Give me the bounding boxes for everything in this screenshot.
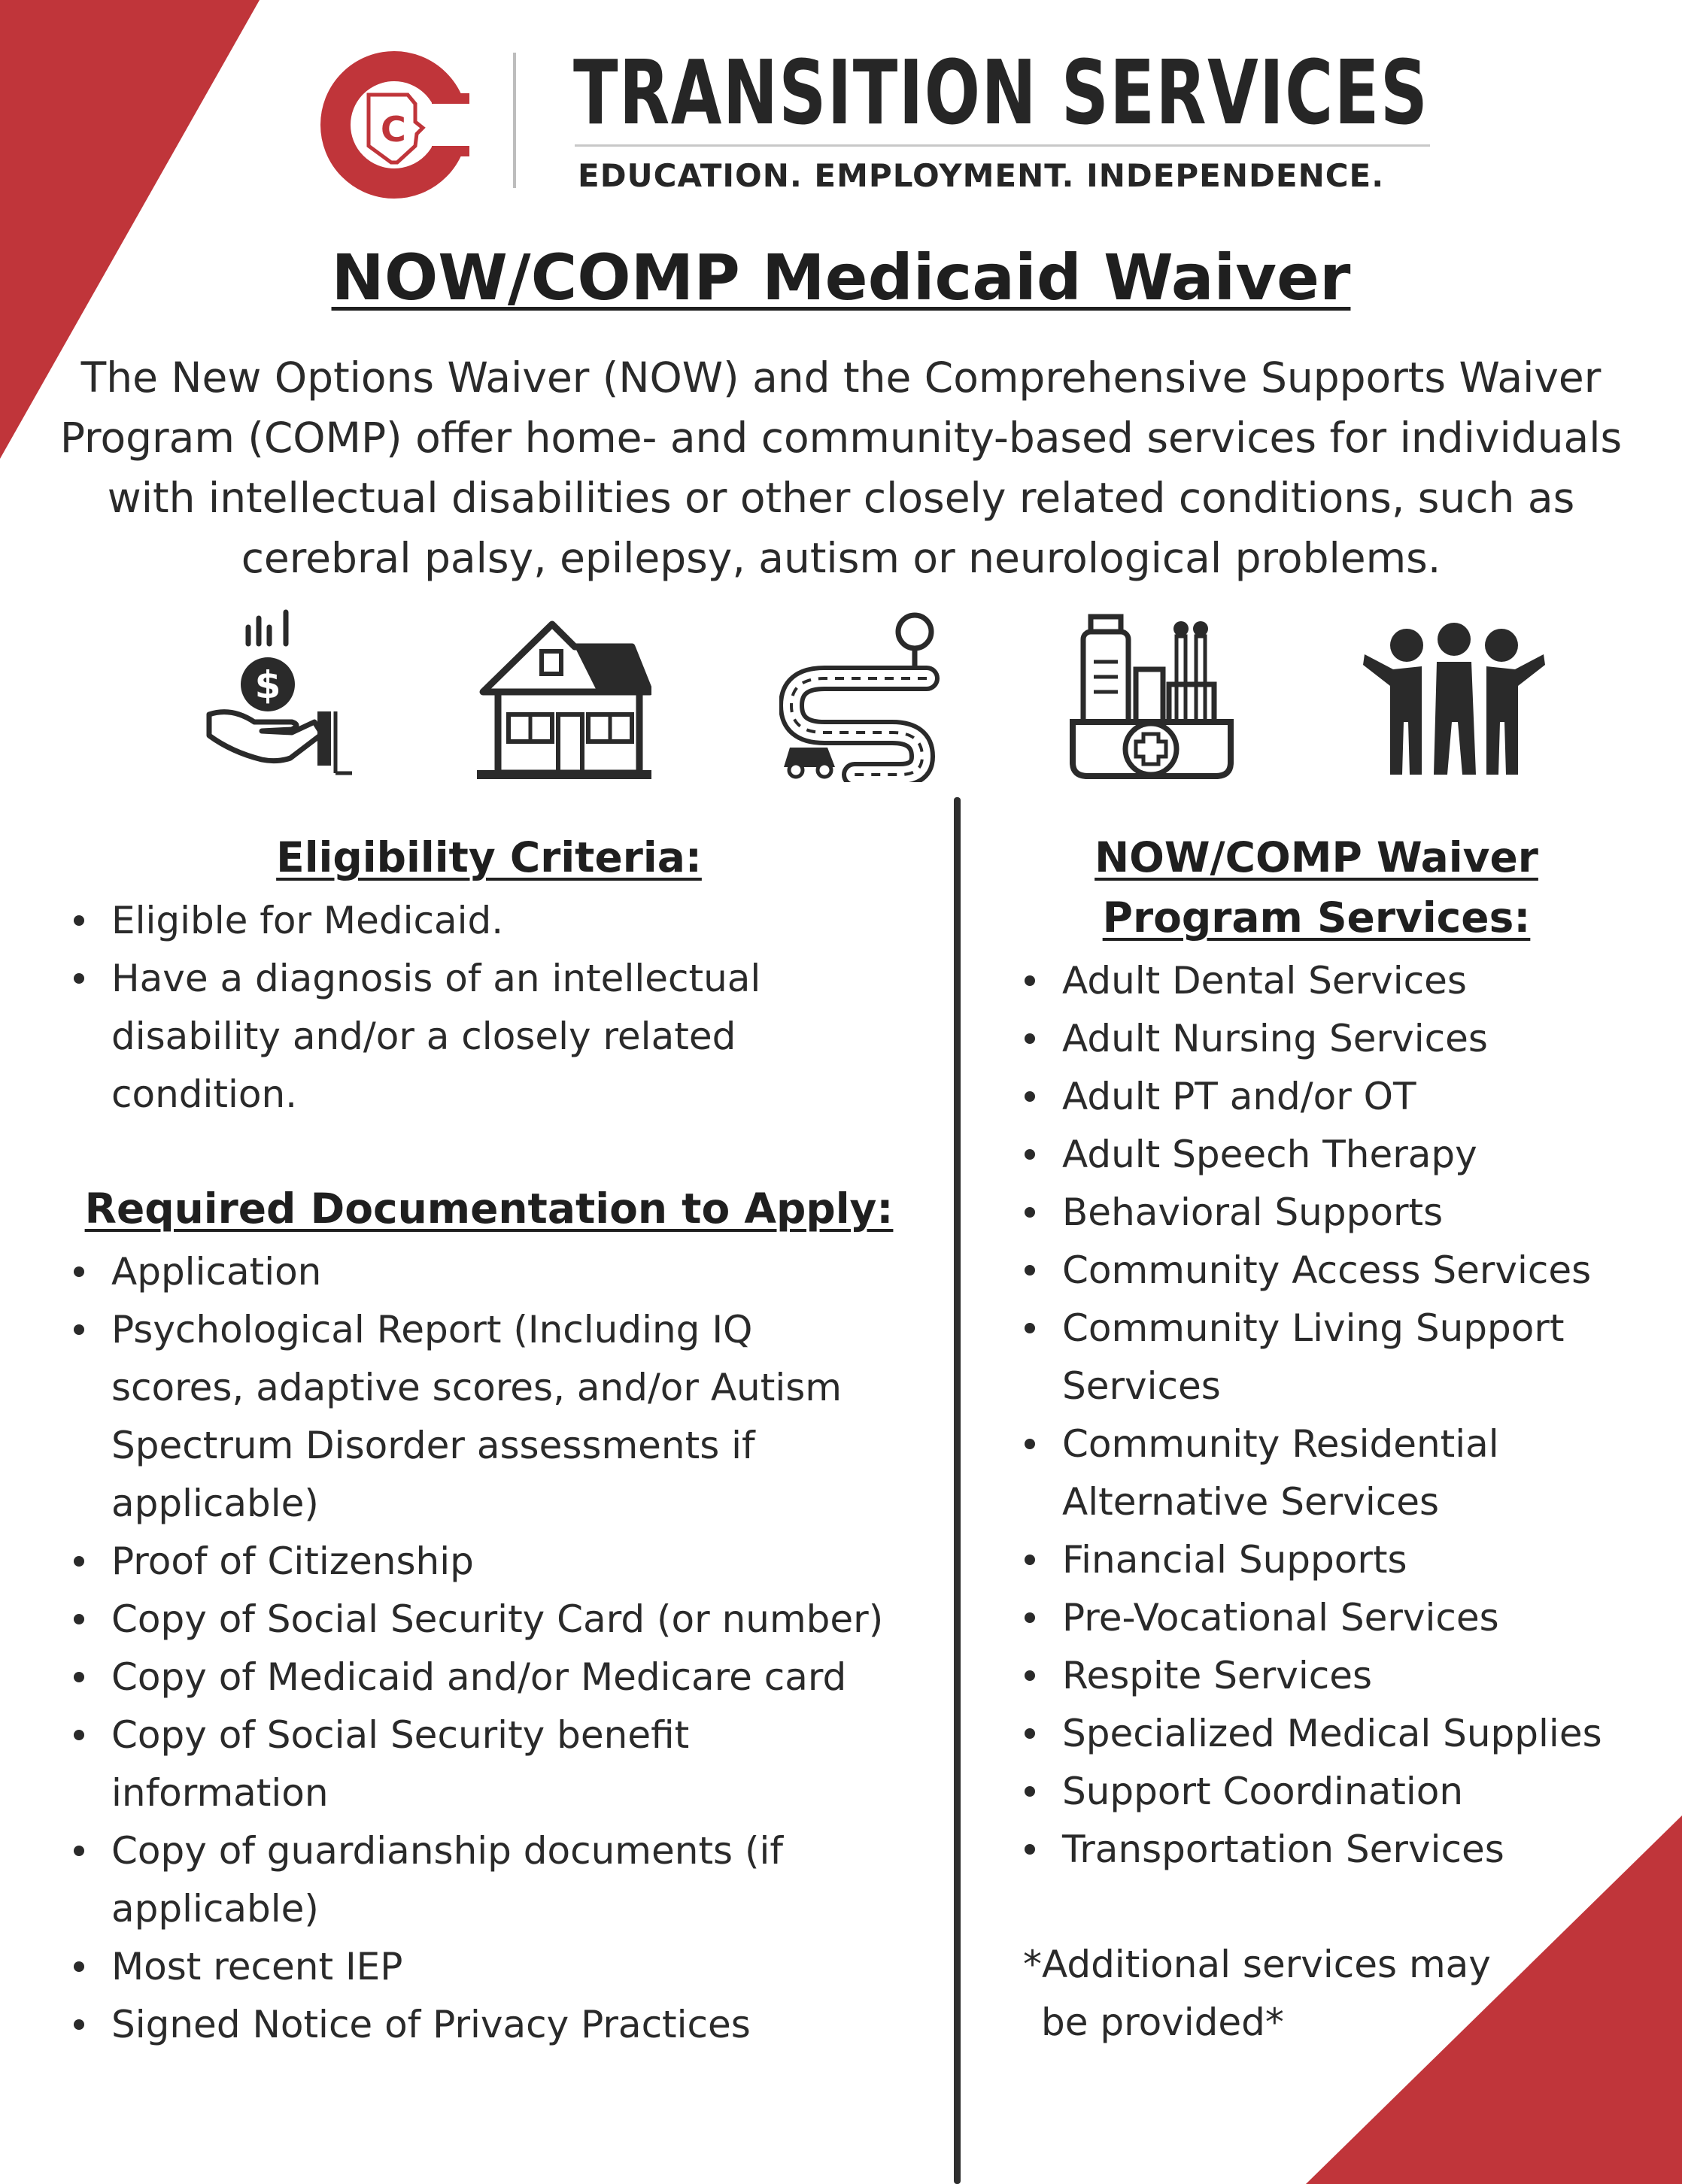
list-item-text: Transportation Services bbox=[1062, 1828, 1504, 1871]
eligibility-list bbox=[68, 892, 940, 1124]
house-icon bbox=[477, 609, 651, 782]
list-item bbox=[68, 892, 940, 950]
list-item-text: Copy of Medicaid and/or Medicare card bbox=[111, 1655, 847, 1699]
list-item bbox=[68, 1649, 948, 1706]
intro-line: The New Options Waiver (NOW) and the Comprehensive Supports Waiver bbox=[80, 353, 1602, 402]
list-item-text: information bbox=[111, 1771, 329, 1815]
list-item-text: Application bbox=[111, 1250, 322, 1294]
list-item-text: Community Access Services bbox=[1062, 1248, 1592, 1292]
intro-line: Program (COMP) offer home- and community-based services for individuals bbox=[59, 414, 1623, 462]
list-item bbox=[1019, 1068, 1665, 1126]
money-hand-icon bbox=[202, 609, 358, 782]
list-item-text: Copy of guardianship documents (if bbox=[111, 1829, 783, 1873]
intro-paragraph bbox=[30, 347, 1652, 588]
list-item-text: Community Residential bbox=[1062, 1422, 1499, 1466]
list-item-text: Copy of Social Security benefit bbox=[111, 1713, 690, 1757]
list-item-text: disability and/or a closely related bbox=[111, 1015, 736, 1058]
services-heading bbox=[1000, 827, 1632, 948]
brand-tagline: EDUCATION. EMPLOYMENT. INDEPENDENCE. bbox=[578, 157, 1385, 194]
list-item-text: Psychological Report (Including IQ bbox=[111, 1308, 753, 1351]
additional-services-note bbox=[1023, 1936, 1491, 2052]
note-line: be provided* bbox=[1041, 2000, 1284, 2044]
list-item bbox=[1019, 1300, 1665, 1415]
svg-text:$: $ bbox=[254, 663, 281, 707]
brand-rule bbox=[575, 144, 1430, 147]
svg-text:C: C bbox=[381, 109, 406, 150]
list-item-text: Alternative Services bbox=[1062, 1480, 1440, 1524]
list-item bbox=[1019, 1647, 1665, 1705]
list-item bbox=[68, 1996, 948, 2054]
list-item-text: Pre-Vocational Services bbox=[1062, 1596, 1499, 1640]
list-item-text: applicable) bbox=[111, 1887, 319, 1931]
list-item bbox=[68, 1591, 948, 1649]
list-item-text: Proof of Citizenship bbox=[111, 1539, 474, 1583]
list-item bbox=[1019, 1415, 1665, 1531]
header-divider bbox=[513, 53, 516, 188]
intro-line: cerebral palsy, epilepsy, autism or neurological problems. bbox=[241, 534, 1441, 582]
list-item-text: Adult Speech Therapy bbox=[1062, 1133, 1477, 1176]
list-item bbox=[68, 1301, 948, 1533]
services-heading-line: Program Services: bbox=[1102, 893, 1531, 942]
people-group-icon bbox=[1363, 609, 1545, 782]
eligibility-heading: Eligibility Criteria: bbox=[276, 833, 702, 881]
list-item bbox=[68, 1822, 948, 1938]
list-item bbox=[1019, 1821, 1665, 1879]
list-item-text: Behavioral Supports bbox=[1062, 1191, 1444, 1234]
road-route-icon bbox=[779, 609, 940, 782]
list-item bbox=[1019, 1184, 1665, 1242]
list-item bbox=[1019, 1589, 1665, 1647]
header bbox=[319, 41, 1432, 197]
list-item-text: Most recent IEP bbox=[111, 1945, 403, 1988]
list-item-text: Specialized Medical Supplies bbox=[1062, 1712, 1602, 1755]
list-item-text: Respite Services bbox=[1062, 1654, 1373, 1697]
list-item-text: Have a diagnosis of an intellectual bbox=[111, 957, 761, 1000]
list-item bbox=[68, 950, 940, 1124]
services-list bbox=[1019, 952, 1665, 1879]
list-item-text: Financial Supports bbox=[1062, 1538, 1407, 1582]
list-item bbox=[1019, 1010, 1665, 1068]
brand-title: TRANSITION SERVICES bbox=[573, 41, 1429, 144]
list-item bbox=[68, 1533, 948, 1591]
list-item bbox=[1019, 1705, 1665, 1763]
intro-line: with intellectual disabilities or other closely related conditions, such as bbox=[107, 474, 1575, 522]
list-item-text: condition. bbox=[111, 1072, 298, 1116]
list-item-text: Community Living Support bbox=[1062, 1306, 1565, 1350]
list-item-text: Services bbox=[1062, 1364, 1221, 1408]
list-item-text: Adult PT and/or OT bbox=[1062, 1075, 1416, 1118]
list-item bbox=[68, 1243, 948, 1301]
list-item bbox=[1019, 1242, 1665, 1300]
medical-supplies-icon bbox=[1068, 609, 1235, 782]
page-title: NOW/COMP Medicaid Waiver bbox=[331, 241, 1351, 314]
list-item bbox=[1019, 1763, 1665, 1821]
documentation-list bbox=[68, 1243, 948, 2054]
list-item-text: Support Coordination bbox=[1062, 1770, 1464, 1813]
logo-icon bbox=[319, 50, 469, 200]
note-line: *Additional services may bbox=[1023, 1943, 1491, 1986]
list-item bbox=[1019, 952, 1665, 1010]
list-item bbox=[1019, 1531, 1665, 1589]
list-item bbox=[1019, 1126, 1665, 1184]
list-item-text: Adult Nursing Services bbox=[1062, 1017, 1488, 1060]
list-item-text: scores, adaptive scores, and/or Autism bbox=[111, 1366, 842, 1409]
list-item-text: applicable) bbox=[111, 1482, 319, 1525]
list-item bbox=[68, 1706, 948, 1822]
list-item-text: Signed Notice of Privacy Practices bbox=[111, 2003, 751, 2046]
list-item-text: Eligible for Medicaid. bbox=[111, 899, 504, 942]
services-heading-line: NOW/COMP Waiver bbox=[1095, 833, 1538, 881]
list-item-text: Adult Dental Services bbox=[1062, 959, 1467, 1003]
list-item-text: Copy of Social Security Card (or number) bbox=[111, 1597, 884, 1641]
list-item bbox=[68, 1938, 948, 1996]
list-item-text: Spectrum Disorder assessments if bbox=[111, 1424, 755, 1467]
column-divider bbox=[954, 797, 961, 2184]
documentation-heading: Required Documentation to Apply: bbox=[84, 1185, 894, 1233]
